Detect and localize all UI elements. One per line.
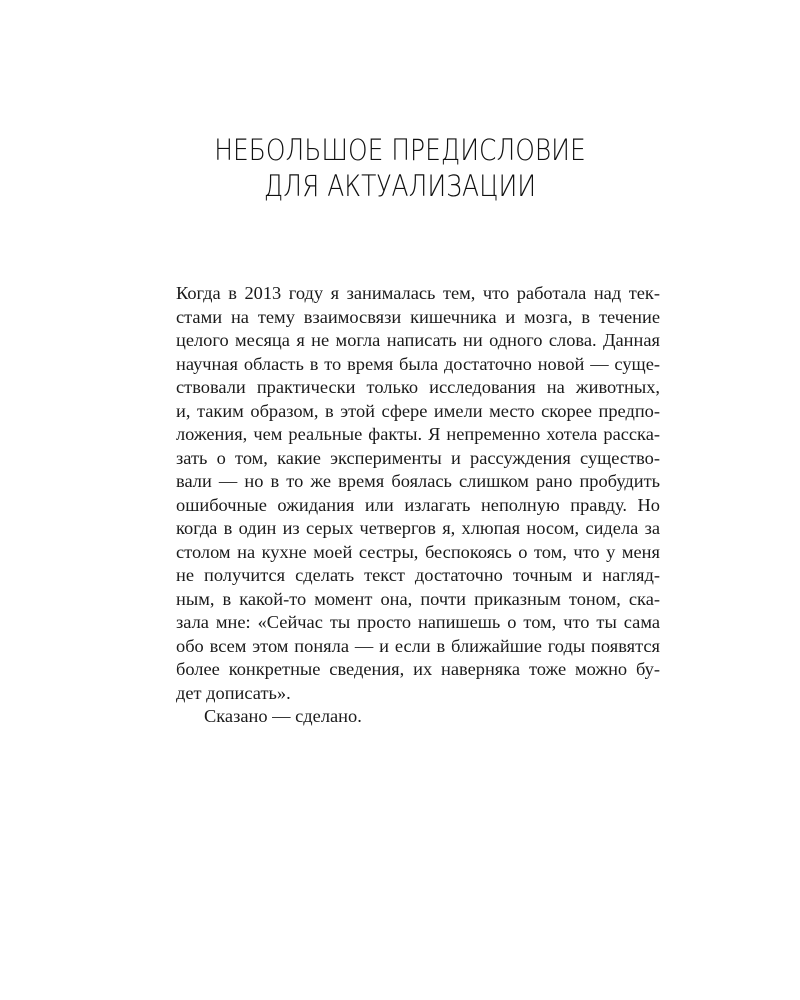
text-line: не получится сделать текст достаточно точным и нагляд- — [176, 565, 660, 585]
text-line: и, таким образом, в этой сфере имели место скорее предпо- — [176, 400, 660, 421]
text-line: стами на тему взаимосвязи кишечника и мозга, в течение — [176, 306, 660, 327]
text-line: научная область в то время была достаточно новой — суще- — [176, 353, 660, 374]
text-line: зала мне: «Сейчас ты просто напишешь о том, что ты сама — [176, 612, 660, 632]
text-line: обо всем этом поняла — и если в ближайшие годы появятся — [176, 635, 660, 656]
text-line: целого месяца я не могла написать ни одного слова. Данная — [176, 330, 660, 350]
text-line: столом на кухне моей сестры, беспокоясь о том, что у меня — [176, 541, 660, 562]
text-line: Когда в 2013 году я занималась тем, что работала над тек- — [176, 283, 660, 303]
chapter-title — [56, 132, 744, 204]
text-line: вали — но в то же время боялась слишком рано пробудить — [176, 471, 660, 491]
text-line: дет дописать». — [176, 682, 291, 703]
chapter-title-line-1: НЕБОЛЬШОЕ ПРЕДИСЛОВИЕ — [214, 133, 586, 167]
text-line-closing: Сказано — сделано. — [204, 706, 362, 726]
text-line: ным, в какой-то момент она, почти приказным тоном, ска- — [176, 588, 660, 609]
text-line: ствовали практически только исследования на животных, — [176, 377, 660, 397]
text-line: более конкретные сведения, их наверняка тоже можно бу- — [176, 659, 660, 679]
body-paragraphs — [176, 282, 660, 729]
text-line: когда в один из серых четвергов я, хлюпая носом, сидела за — [176, 518, 660, 538]
chapter-title-line-2: ДЛЯ АКТУАЛИЗАЦИИ — [263, 169, 537, 203]
text-line: ошибочные ожидания или излагать неполную правду. Но — [176, 494, 660, 515]
text-line: зать о том, какие эксперименты и рассуждения существо- — [176, 447, 660, 468]
text-line: ложения, чем реальные факты. Я непременно хотела расска- — [176, 424, 660, 444]
